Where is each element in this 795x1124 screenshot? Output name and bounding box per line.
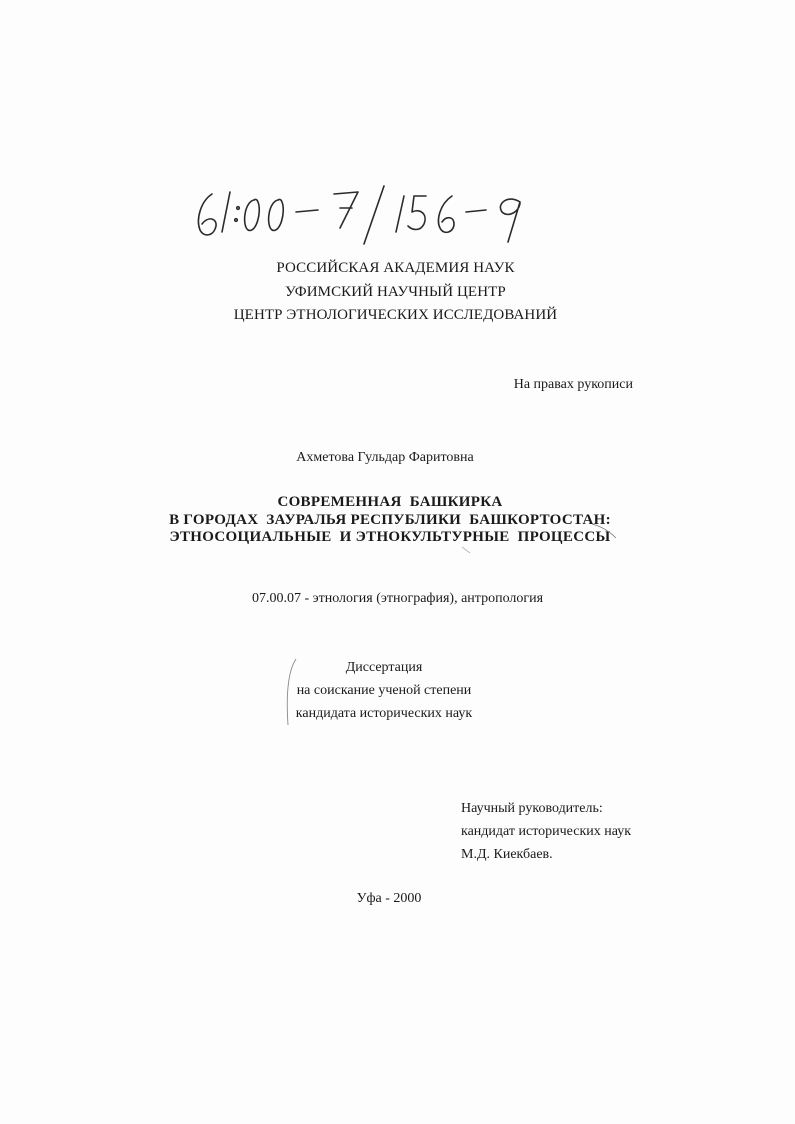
dissertation-title-line-1: СОВРЕМЕННАЯ БАШКИРКА (277, 494, 503, 510)
dissertation-type-line-1: Диссертация (345, 660, 423, 675)
dissertation-type-line-3: кандидата исторических наук (295, 706, 473, 721)
rights-notice: На правах рукописи (513, 377, 633, 392)
institution-line-2: УФИМСКИЙ НАУЧНЫЙ ЦЕНТР (285, 284, 506, 300)
author-name: Ахметова Гульдар Фаритовна (296, 450, 474, 465)
supervisor-degree: кандидат исторических наук (461, 824, 632, 839)
institution-line-3: ЦЕНТР ЭТНОЛОГИЧЕСКИХ ИССЛЕДОВАНИЙ (233, 307, 558, 323)
dissertation-type-line-2: на соискание ученой степени (296, 683, 472, 698)
specialty-code: 07.00.07 - этнология (этнография), антропология (251, 591, 544, 606)
handwritten-archive-code (190, 180, 550, 250)
dissertation-title-line-2: В ГОРОДАХ ЗАУРАЛЬЯ РЕСПУБЛИКИ БАШКОРТОСТАН: (169, 512, 611, 528)
scan-mark (590, 520, 620, 542)
supervisor-name: М.Д. Киекбаев. (461, 847, 553, 862)
institution-line-1: РОССИЙСКАЯ АКАДЕМИЯ НАУК (276, 260, 515, 276)
pencil-bracket-mark (282, 655, 302, 730)
city-year: Уфа - 2000 (356, 891, 422, 906)
supervisor-label: Научный руководитель: (461, 801, 603, 816)
dissertation-title-line-3: ЭТНОСОЦИАЛЬНЫЕ И ЭТНОКУЛЬТУРНЫЕ ПРОЦЕССЫ (169, 529, 611, 545)
scan-mark (460, 545, 480, 557)
